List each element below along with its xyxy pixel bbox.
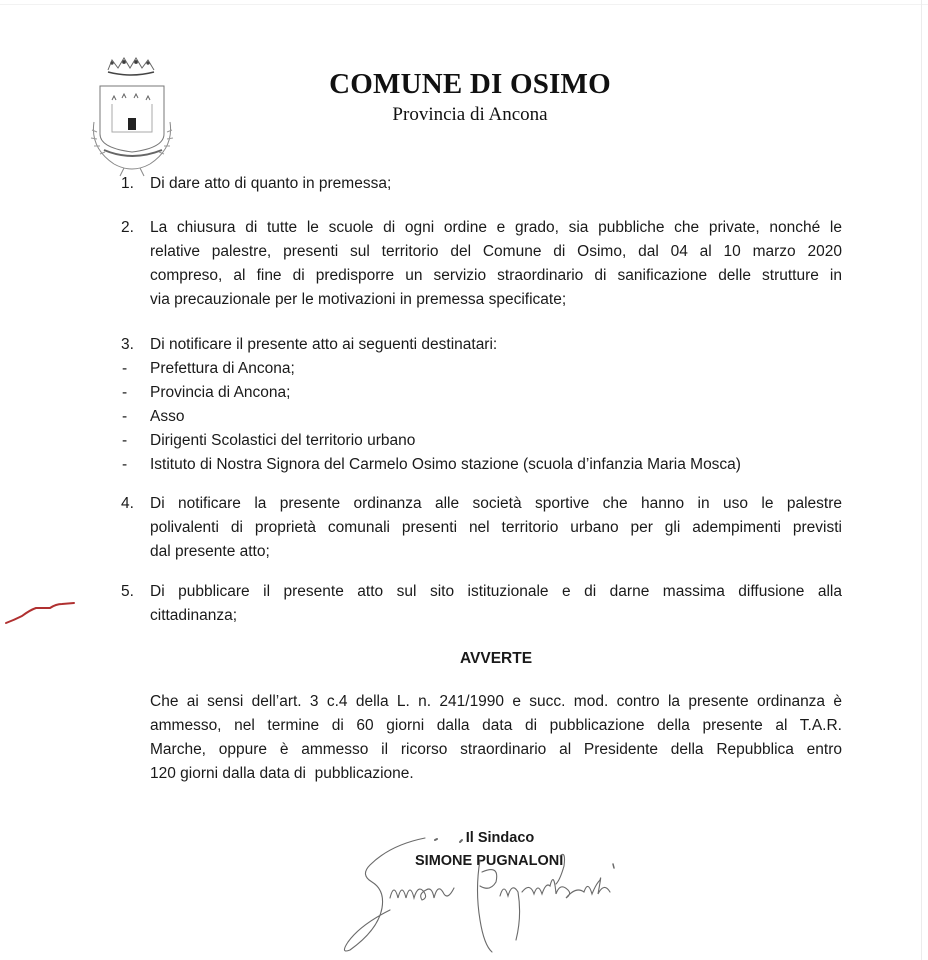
document-subtitle: Provincia di Ancona — [392, 104, 548, 125]
item-number: 4. — [121, 495, 134, 512]
page-right-edge — [921, 0, 922, 960]
page-top-edge — [0, 4, 928, 5]
paragraph-line: 120 giorni dalla data di pubblicazione. — [150, 765, 414, 782]
item-text-line: La chiusura di tutte le scuole di ogni ordine e grado, sia pubbliche che private, nonché le — [150, 219, 842, 236]
item-text-line: relative palestre, presenti sul territorio del Comune di Osimo, dal 04 al 10 marzo 2020 — [150, 243, 842, 260]
coat-of-arms-icon — [84, 52, 184, 182]
bullet-dash: - — [122, 456, 128, 473]
paragraph-line: ammesso, nel termine di 60 giorni dalla data di pubblicazione della presente al T.A.R. — [150, 717, 842, 734]
bullet-dash: - — [122, 432, 128, 449]
item-text-line: Di dare atto di quanto in premessa; — [150, 175, 392, 192]
avverte-paragraph — [150, 690, 842, 786]
handwritten-signature — [330, 820, 660, 960]
item-number: 5. — [121, 583, 134, 600]
recipient-item: Prefettura di Ancona; — [150, 360, 295, 377]
item-number: 2. — [121, 219, 134, 236]
paragraph-line: Che ai sensi dell’art. 3 c.4 della L. n. 241/1990 e succ. mod. contro la presente ordinanza è — [150, 693, 842, 710]
bullet-dash: - — [122, 384, 128, 401]
bullet-dash: - — [122, 408, 128, 425]
signatory-name: SIMONE PUGNALONI — [415, 853, 564, 869]
recipient-item: Istituto di Nostra Signora del Carmelo Osimo stazione (scuola d’infanzia Maria Mosca) — [150, 456, 741, 473]
recipient-item: Provincia di Ancona; — [150, 384, 291, 401]
signatory-role: Il Sindaco — [465, 830, 535, 846]
document-title: COMUNE DI OSIMO — [329, 68, 611, 100]
item-text-line: compreso, al fine di predisporre un servizio straordinario di sanificazione delle strutture in — [150, 267, 842, 284]
item-number: 3. — [121, 336, 134, 353]
bullet-dash: - — [122, 360, 128, 377]
item-text-line: Di notificare il presente atto ai seguenti destinatari: — [150, 336, 498, 353]
item-text-line: via precauzionale per le motivazioni in premessa specificate; — [150, 291, 567, 308]
recipient-item: Dirigenti Scolastici del territorio urbano — [150, 432, 416, 449]
recipient-item: Asso — [150, 408, 185, 425]
item-text-line: cittadinanza; — [150, 607, 238, 624]
red-pen-mark — [0, 590, 90, 630]
item-text-line: dal presente atto; — [150, 543, 270, 560]
section-heading-avverte: AVVERTE — [459, 650, 533, 667]
item-text-line: Di notificare la presente ordinanza alle società sportive che hanno in uso le palestre — [150, 495, 842, 512]
paragraph-line: Marche, oppure è ammesso il ricorso straordinario al Presidente della Repubblica entro — [150, 741, 842, 758]
item-text-line: polivalenti di proprietà comunali presenti nel territorio urbano per gli adempimenti previsti — [150, 519, 842, 536]
item-number: 1. — [121, 175, 134, 192]
item-text-line: Di pubblicare il presente atto sul sito istituzionale e di darne massima diffusione alla — [150, 583, 842, 600]
